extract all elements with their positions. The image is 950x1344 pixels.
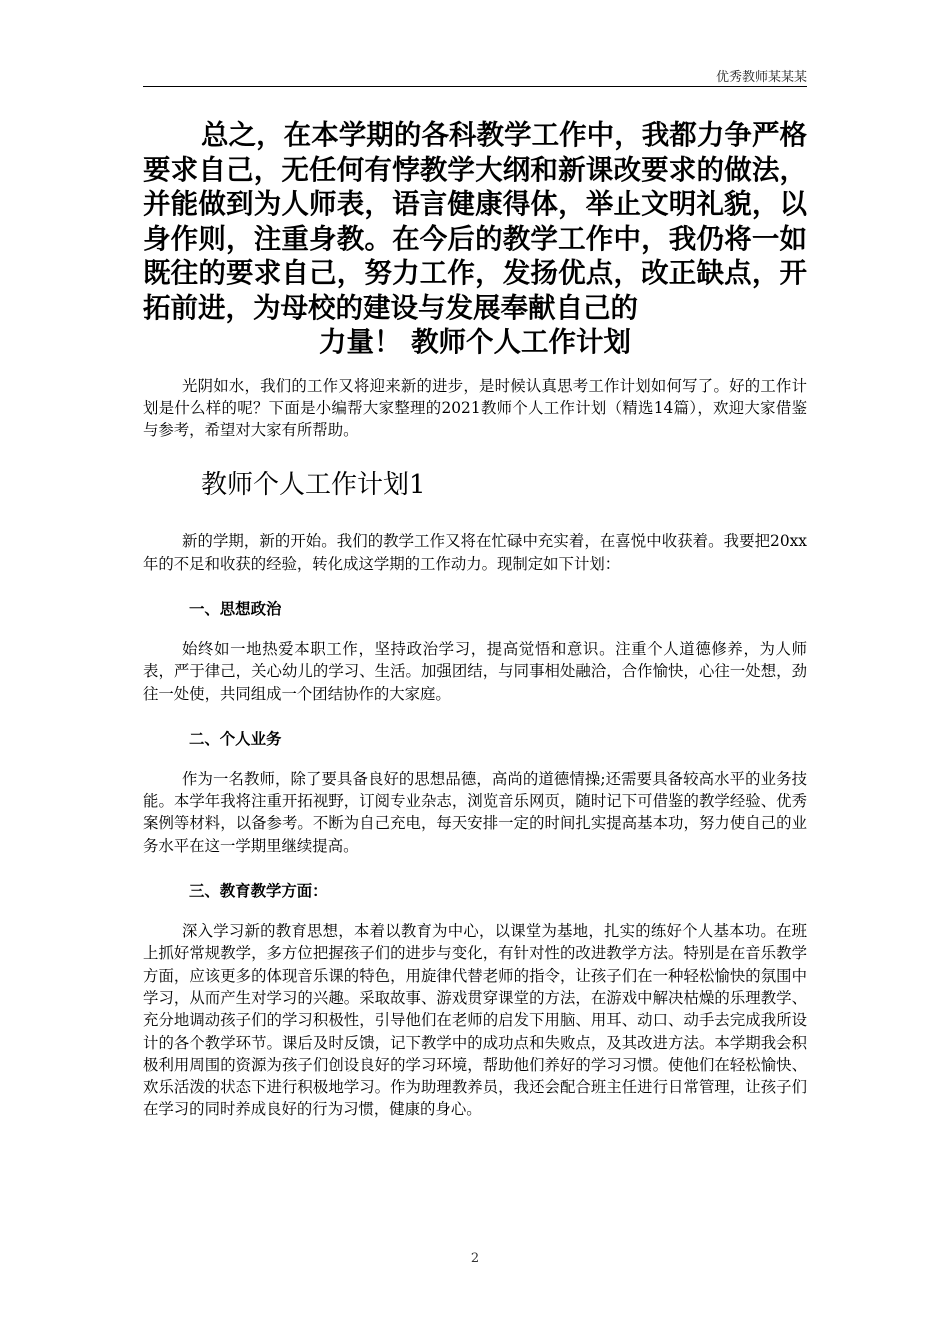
section-title: 教师个人工作计划1 [201,470,426,501]
lead-paragraph-body: 总之，在本学期的各科教学工作中，我都力争严格要求自己，无任何有悖教学大纲和新课改要求的做法，并能做到为人师表，语言健康得体，举止文明礼貌，以身作则，注重身教。在今后的教学工作中，我仍将一如既往的要求自己，努力工作，发扬优点，改正缺点，开拓前进，为母校的建设与发展奉献自己的 [143,119,807,324]
header-divider [143,86,807,87]
subsection-paragraph: 深入学习新的教育思想，本着以教育为中心，以课堂为基地，扎实的练好个人基本功。在班上抓好常规教学，多方位把握孩子们的进步与变化，有针对性的改进教学方法。特别是在音乐教学方面，应该更多的体现音乐课的特色，用旋律代替老师的指令，让孩子们在一种轻松愉快的氛围中学习，从而产生对学习的兴趣。采取故事、游戏贯穿课堂的方法，在游戏中解决枯燥的乐理教学、充分地调动孩子们的学习积极性，引导他们在老师的启发下用脑、用耳、动口、动手去完成我所设计的各个教学环节。课后及时反馈，记下教学中的成功点和失败点，及其改进方法。本学期我会积极利用周围的资源为孩子们创设良好的学习环境，帮助他们养好的学习习惯。使他们在轻松愉快、欢乐活泼的状态下进行积极地学习。作为助理教养员，我还会配合班主任进行日常管理，让孩子们在学习的同时养成良好的行为习惯，健康的身心。 [143,922,807,1119]
subsection-heading: 二、个人业务 [189,729,282,748]
subsection-heading: 一、思想政治 [189,599,282,618]
lead-paragraph-tail: 力量！ 教师个人工作计划 [318,326,632,358]
subsection-paragraph: 始终如一地热爱本职工作，坚持政治学习，提高觉悟和意识。注重个人道德修养，为人师表，严于律己，关心幼儿的学习、生活。加强团结，与同事相处融洽，合作愉快，心往一处想，劲往一处使，共同组成一个团结协作的大家庭。 [143,639,807,703]
page-number: 2 [470,1251,480,1266]
intro-paragraph: 光阴如水，我们的工作又将迎来新的进步，是时候认真思考工作计划如何写了。好的工作计划是什么样的呢？下面是小编帮大家整理的2021教师个人工作计划（精选14篇），欢迎大家借鉴与参考，希望对大家有所帮助。 [143,376,807,440]
lead-paragraph [143,118,807,360]
header-text: 优秀教师某某某 [715,70,807,85]
section-intro-paragraph: 新的学期，新的开始。我们的教学工作又将在忙碌中充实着，在喜悦中收获着。我要把20xx年的不足和收获的经验，转化成这学期的工作动力。现制定如下计划： [143,532,807,573]
subsection-paragraph: 作为一名教师，除了要具备良好的思想品德，高尚的道德情操;还需要具备较高水平的业务技能。本学年我将注重开拓视野，订阅专业杂志，浏览音乐网页，随时记下可借鉴的教学经验、优秀案例等材料，以备参考。不断为自己充电，每天安排一定的时间扎实提高基本功，努力使自己的业务水平在这一学期里继续提高。 [143,769,807,855]
subsection-heading: 三、教育教学方面： [189,882,328,901]
document-body [143,118,807,1121]
